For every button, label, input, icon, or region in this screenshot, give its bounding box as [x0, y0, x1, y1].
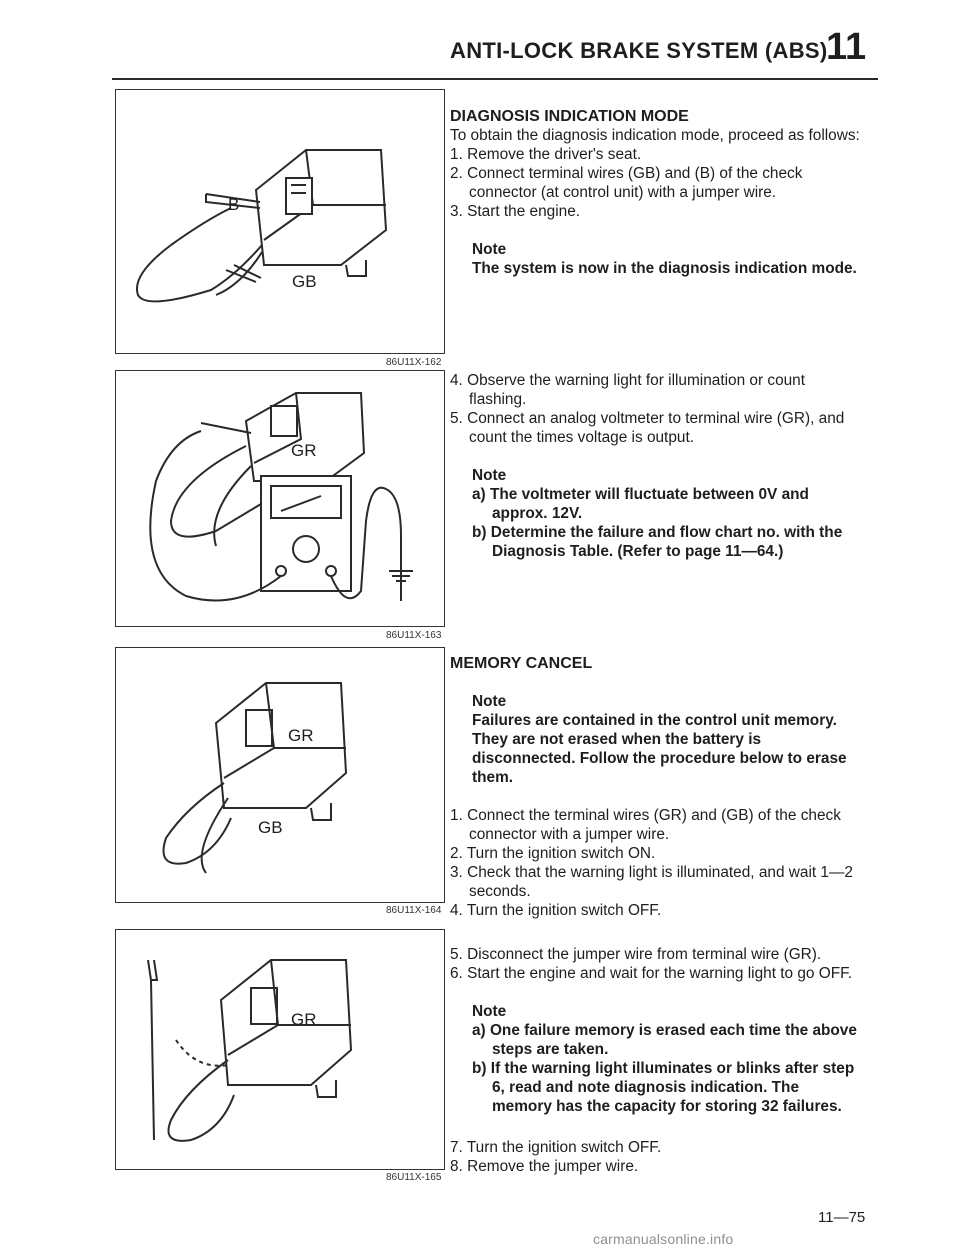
page-number: 11—75 — [818, 1209, 866, 1226]
header-rule — [112, 78, 878, 80]
header-title: ANTI-LOCK BRAKE SYSTEM (ABS) — [450, 38, 828, 63]
note-text: The system is now in the diagnosis indication mode. — [472, 260, 857, 277]
step: 4. Observe the warning light for illumination or count flashing. — [450, 372, 806, 408]
wire-label-gb: GB — [258, 818, 283, 837]
connector-illustration — [116, 648, 446, 904]
wire-label-gr: GR — [288, 726, 314, 745]
step: 2. Connect terminal wires (GB) and (B) of the check connector (at control unit) with a jumper wire. — [450, 165, 803, 201]
wire-label-b: B — [228, 195, 240, 214]
voltmeter-illustration — [116, 371, 446, 628]
figure-check-connector-jumper — [115, 89, 445, 354]
note-text: Failures are contained in the control unit memory. They are not erased when the battery is disconnected. Follow the procedure below to erase them. — [472, 712, 847, 786]
section-observe-warning-light — [450, 371, 862, 561]
watermark: carmanualsonline.info — [593, 1231, 734, 1247]
step: 1. Remove the driver's seat. — [450, 146, 642, 163]
figure-voltmeter-connection — [115, 370, 445, 627]
connector-illustration — [116, 90, 446, 355]
note-item: a) The voltmeter will fluctuate between 0V and approx. 12V. — [472, 486, 809, 522]
section-memory-cancel-continued — [450, 945, 862, 1176]
figure-id: 86U11X-164 — [386, 905, 442, 916]
figure-id: 86U11X-162 — [386, 357, 442, 368]
note-label: Note — [472, 241, 507, 258]
wire-label-gb: GB — [292, 272, 317, 291]
note-label: Note — [472, 1003, 507, 1020]
note-label: Note — [472, 693, 507, 710]
step: 8. Remove the jumper wire. — [450, 1158, 639, 1175]
step: 7. Turn the ignition switch OFF. — [450, 1139, 662, 1156]
step: 1. Connect the terminal wires (GR) and (GB) of the check connector with a jumper wire. — [450, 807, 841, 843]
step: 2. Turn the ignition switch ON. — [450, 845, 656, 862]
figure-memory-cancel-jumper — [115, 647, 445, 903]
page-header — [450, 16, 880, 76]
figure-id: 86U11X-163 — [386, 630, 442, 641]
step: 5. Disconnect the jumper wire from terminal wire (GR). — [450, 946, 822, 963]
step: 6. Start the engine and wait for the warning light to go OFF. — [450, 965, 853, 982]
section-memory-cancel — [450, 654, 862, 920]
note-item: a) One failure memory is erased each time the above steps are taken. — [472, 1022, 857, 1058]
wire-label-gr: GR — [291, 441, 317, 460]
figure-disconnect-gr — [115, 929, 445, 1170]
note-item: b) Determine the failure and flow chart no. with the Diagnosis Table. (Refer to page 11—64.) — [472, 524, 843, 560]
step: 5. Connect an analog voltmeter to terminal wire (GR), and count the times voltage is output. — [450, 410, 845, 446]
section-diagnosis-indication-mode — [450, 107, 862, 278]
step: 4. Turn the ignition switch OFF. — [450, 902, 662, 919]
section-heading: MEMORY CANCEL — [450, 655, 593, 672]
wire-label-gr: GR — [291, 1010, 317, 1029]
step: 3. Check that the warning light is illuminated, and wait 1—2 seconds. — [450, 864, 853, 900]
figure-id: 86U11X-165 — [386, 1172, 442, 1183]
note-label: Note — [472, 467, 507, 484]
step: 3. Start the engine. — [450, 203, 581, 220]
section-heading: DIAGNOSIS INDICATION MODE — [450, 108, 689, 125]
section-number: 11 — [826, 26, 867, 68]
note-item: b) If the warning light illuminates or blinks after step 6, read and note diagnosis indication. The memory has the capacity for storing 32 failures. — [472, 1060, 855, 1115]
connector-illustration — [116, 930, 446, 1171]
intro-text: To obtain the diagnosis indication mode, proceed as follows: — [450, 127, 860, 144]
